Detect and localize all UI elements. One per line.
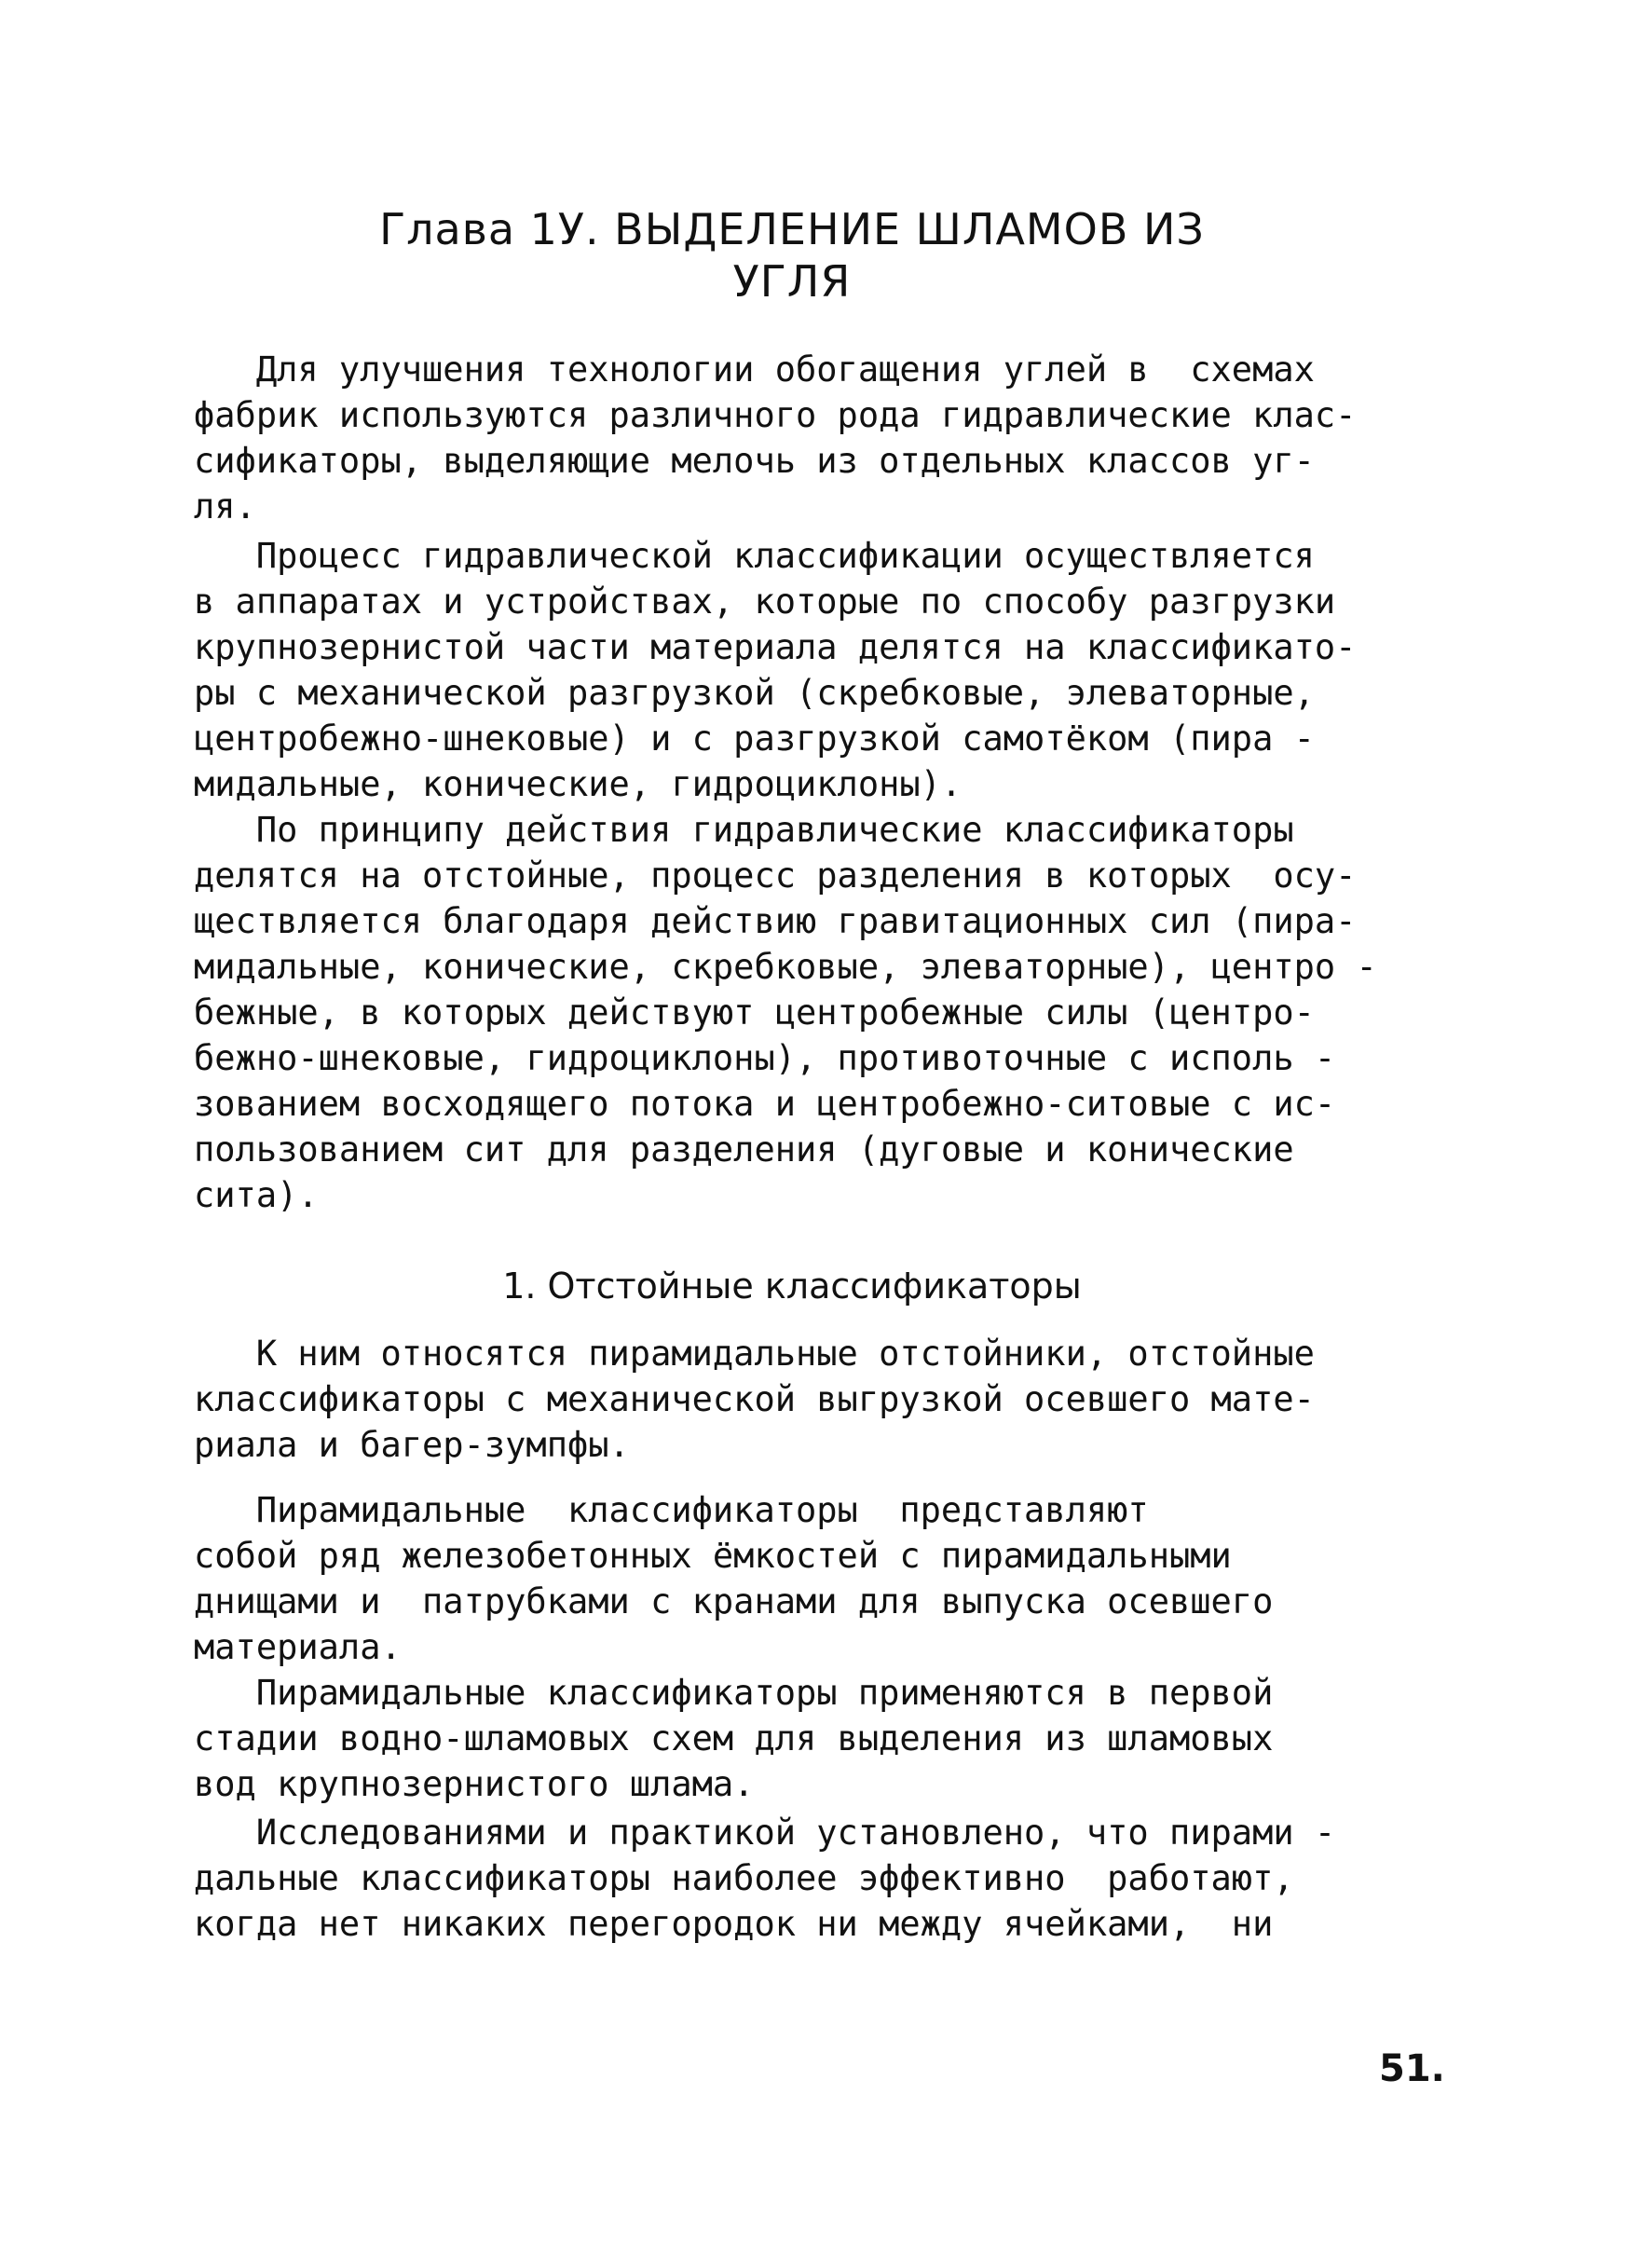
text-line: Процесс гидравлической классификации осуществляется [194, 536, 1315, 576]
text-line: ры с механической разгрузкой (скребковые, элеваторные, [194, 673, 1315, 713]
text-line: риала и багер-зумпфы. [194, 1425, 630, 1465]
text-line: ществляется благодаря действию гравитационных сил (пира- [194, 901, 1357, 941]
text-line: мидальные, конические, скребковые, элеваторные), центро - [194, 947, 1377, 987]
section-heading: 1. Отстойные классификаторы [502, 1266, 1082, 1307]
chapter-title [186, 203, 1398, 308]
text-line: в аппаратах и устройствах, которые по способу разгрузки [194, 582, 1336, 622]
text-line: мидальные, конические, гидроциклоны). [194, 764, 963, 804]
text-line: бежно-шнековые, гидроциклоны), противоточные с исполь - [194, 1038, 1336, 1078]
text-line: сификаторы, выделяющие мелочь из отдельных классов уг- [194, 441, 1315, 481]
paragraph-pyramidal-application [194, 1670, 1517, 1807]
text-line: фабрик используются различного рода гидравлические клас- [194, 395, 1357, 435]
chapter-title-line-1: Глава 1У. ВЫДЕЛЕНИЕ ШЛАМОВ ИЗ [379, 204, 1205, 254]
text-line: Пирамидальные классификаторы применяются в первой [194, 1673, 1274, 1713]
text-line: Исследованиями и практикой установлено, что пирами - [194, 1813, 1336, 1853]
paragraph-classification-process [194, 533, 1517, 807]
text-line: делятся на отстойные, процесс разделения в которых осу- [194, 855, 1357, 896]
text-line: Пирамидальные классификаторы представляют [194, 1490, 1149, 1530]
text-line: дальные классификаторы наиболее эффективно работают, [194, 1858, 1294, 1898]
text-line: вод крупнозернистого шлама. [194, 1764, 755, 1804]
text-line: пользованием сит для разделения (дуговые и конические [194, 1129, 1294, 1170]
paragraph-pyramidal-definition [194, 1487, 1517, 1670]
text-line: Для улучшения технологии обогащения углей в схемах [194, 349, 1315, 390]
chapter-title-line-2: УГЛЯ [732, 256, 852, 307]
text-line: классификаторы с механической выгрузкой осевшего мате- [194, 1379, 1315, 1419]
text-line: когда нет никаких перегородок ни между ячейками, ни [194, 1904, 1274, 1944]
text-line: К ним относятся пирамидальные отстойники, отстойные [194, 1334, 1315, 1374]
paragraph-operating-principle [194, 807, 1517, 1218]
text-line: центробежно-шнековые) и с разгрузкой самотёком (пира - [194, 718, 1315, 759]
paragraph-intro [194, 347, 1517, 529]
text-line: собой ряд железобетонных ёмкостей с пирамидальными [194, 1536, 1232, 1576]
text-line: сита). [194, 1175, 319, 1215]
paragraph-settling-types [194, 1331, 1517, 1468]
text-line: днищами и патрубками с кранами для выпуска осевшего [194, 1581, 1274, 1621]
text-line: крупнозернистой части материала делятся на классификато- [194, 627, 1357, 667]
text-line: По принципу действия гидравлические классификаторы [194, 810, 1294, 850]
text-line: материала. [194, 1627, 402, 1667]
text-line: зованием восходящего потока и центробежно-ситовые с ис- [194, 1084, 1336, 1124]
page-number: 51. [1379, 2047, 1445, 2090]
paragraph-research-findings [194, 1810, 1517, 1947]
text-line: стадии водно-шламовых схем для выделения из шламовых [194, 1718, 1274, 1758]
text-line: бежные, в которых действуют центробежные силы (центро- [194, 992, 1315, 1033]
text-line: ля. [194, 486, 256, 527]
